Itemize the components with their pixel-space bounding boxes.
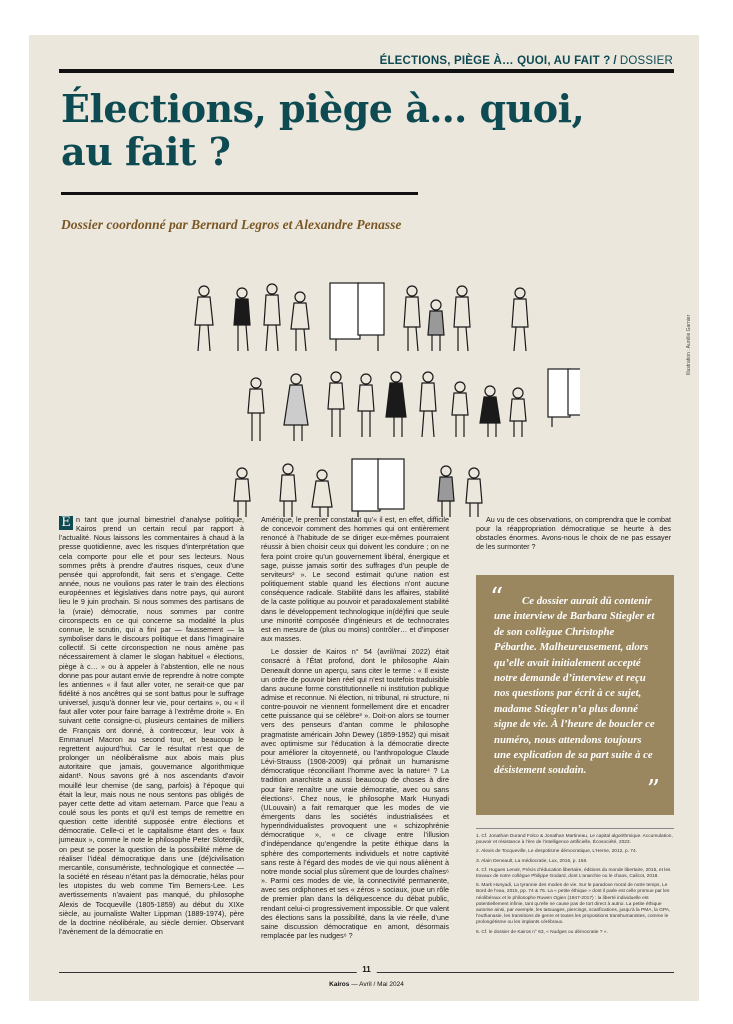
footnote: 4. Cf. Hugues Lenoir, Précis d’éducation libertaire, éditions du monde libertaire, 2015, et les travaux de notre collègue Philippe Godard, dont L’anarchie ou le chaos, Calicot, 2018. — [476, 867, 671, 880]
voting-booth-3 — [548, 369, 580, 427]
article-column-3 — [476, 515, 671, 556]
open-quote-mark: “ — [490, 583, 504, 613]
figure-row2 — [248, 372, 526, 441]
footnotes — [476, 828, 674, 939]
article-column-1 — [59, 515, 244, 940]
paragraph-text: n tant que journal bimestriel d’analyse politique, Kairos prend un certain recul par rapport à l’actualité. Nous laissons les commentaires à chaud à la presse quotidienne, avec les risques d’interprétation que cela comporte pour elle et pour ses lecteurs. Nous sommes prêts à prendre d’autres risques, ceux d’une pensée qui approfondit, fait sens et s’engage. Cette année, nous ne voulions pas rater le train des élections européennes et législatives dans notre pays, qui auront lieu le 9 juin prochain. Si nous sommes des partisans de la (vraie) démocratie, nous sommes par contre circonspects en ce qui concerne sa modalité la plus connue, le scrutin, qui a fini par — faussement — la symboliser dans le discours politique et dans l’imaginaire collectif. Si cette circonspection ne nous amène pas nécessairement à clamer le slogan habituel « élections, piège à c… » ou à appeler à l’abstention, elle ne nous donne pas pour autant envie de reprendre à notre compte les antiennes « il faut aller voter, ne serait-ce que par fidélité à nos ancêtres qui se sont battus pour le suffrage universel, jusqu’à donner leur vie, pour certains », ou « il faut aller voter pour faire barrage à l’extrême droite ». En suivant cette consigne-ci, plusieurs centaines de milliers de Français ont donné, à contrecœur, leur voix à Emmanuel Macron au second tour, et beaucoup le regrettent aujourd’hui. Car le résultat n’est que de prolonger un néolibéralisme aux abois mais plus autoritaire que jamais, gouvernance algorithmique aidant¹. Nous savons gré à nos ascendants d’avoir mouillé leur chemise (de sang, parfois) à l’époque qui était la leur, mais nous ne nous sentons pas obligés de payer cette dette ad vitam aeternam. Parce que l’eau a coulé sous les ponts et qu’il est temps de remettre en question cette identité supposée entre élections et démocratie. Celle-ci et le capitalisme étant des « faux jumeaux », comme le note le philosophe Peter Sloterdijk, on peut se poser la question de la possibilité même de réaliser l’idéal démocratique dans une (dé)civilisation mercantile, consumériste, technologique et connectée — la société en réseau n’étant pas la démocratie, hélas pour les utopistes du web comme Tim Berners-Lee. Les avertissements n’avaient pas manqué, du philosophe Alexis de Tocqueville (1805-1859) au début du XIXe siècle, au journaliste Walter Lippman (1889-1974), père de la doctrine néolibérale, au siècle dernier. Observant l’avènement de la démocratie en — [59, 515, 244, 937]
byline: Dossier coordonné par Bernard Legros et Alexandre Penasse — [61, 217, 402, 232]
footnote: 5. Mark Hunyadi, La tyrannie des modes de vie. Sur le paradoxe moral de notre temps, Le Bord de l’eau, 2015, pp. 74 & 75. La « petite éthique » dont il parle est celle promue par les néolibéraux et le philosophe Ruwen Ogien (1947-2017) : la liberté individuelle est potentiellement infinie, tant qu’elle ne cause pas de tort direct à autrui. La petite éthique autorise ainsi, par exemple, les tatouages, piercings, scarifications, jusqu’à la PMA, la GPA, l’euthanasie, les transitions de genre et toutes les propositions transhumanistes, comme le prolongétisme ou les implants cérébraux. — [476, 883, 671, 926]
page-number: 11 — [356, 965, 376, 974]
page-footer — [59, 965, 674, 993]
illustration-credit — [686, 315, 694, 375]
voting-booth-1 — [330, 283, 384, 351]
footnote: 1. Cf. Jonathan Durand Folco & Jonathan Martineau, Le capital algorithmique. Accumulation, pouvoir et résistance à l’ère de l’intelligence artificielle, Écosociété, 2023. — [476, 834, 673, 846]
title-line-1: Élections, piège à… quoi, — [61, 86, 585, 131]
magazine-page — [29, 35, 699, 1001]
kicker-category: DOSSIER — [619, 55, 673, 67]
title-line-2: au fait ? — [61, 129, 231, 174]
kicker-section: ÉLECTIONS, PIÈGE À… QUOI, AU FAIT ? — [379, 55, 611, 67]
kicker-separator: / — [613, 55, 617, 67]
voters-illustration — [160, 247, 580, 517]
footnote: 2. Alexis de Tocqueville, Le despotisme démocratique, L’Herne, 2012, p. 74. — [476, 849, 637, 855]
section-kicker — [380, 55, 673, 67]
footnote: 6. Cf. le dossier de Kairos n° 63, « Nudges ou démocratie ? ». — [476, 929, 608, 935]
issue-date: — Avril / Mai 2024 — [351, 981, 404, 988]
paragraph: Le dossier de Kairos n° 54 (avril/mai 2022) était consacré à l’État profond, dont le philosophe Alain Deneault donne un aperçu, sans citer le terme : « Il existe un ordre de pouvoir bien réel qui n’est toutefois traduisible dans aucune forme constitutionnelle ni institution publique admise et reconnue. Ni élection, ni tribunal, ni structure, ni contre-pouvoir ne viennent formellement dire et encadrer cette puissance qui se célèbre³ ». Doit-on alors se tourner vers des penseurs d’antan comme le philosophe pragmatiste américain John Dewey (1859-1952) qui misait avec optimisme sur l’éducation à la démocratie directe pour améliorer la citoyenneté, ou l’anthropologue Claude Lévi-Strauss (1908-2009) qui prônait un humanisme démocratique réconciliant l’homme avec la nature⁴ ? La tradition anarchiste a aussi beaucoup de choses à dire pour faire renaître une vraie démocratie, avec ou sans élections⁵. Chez nous, le philosophe Mark Hunyadi (ULouvain) a fait remarquer que les modes de vie émergents dans les sociétés industrialisées et hyperindividualistes provoquent une « schizophrénie démocratique », « ce clivage entre l’illusion d’indépendance qu’engendre la petite éthique dans la sphère des comportements individuels et notre captivité sans reste à l’égard des modes de vie qui nous aliènent à notre monde social plus sûrement que de lourdes chaînes⁶ ». Parmi ces modes de vie, la connectivité permanente, avec ses ordiphones et ses « zéros » sociaux, joue un rôle de premier plan dans la déliquescence du débat public, rendant celui-ci progressivement impossible. Or que valent des élections sans la possibilité, dans la vie réelle, d’une saine discussion démocratique en amont, désormais remplacée par les nudges⁶ ? — [261, 647, 449, 941]
voting-booth-2 — [352, 459, 404, 517]
paragraph: Au vu de ces observations, on comprendra que le combat pour la réappropriation démocratique se heurte à des obstacles énormes. Avons-nous le choix de ne pas essayer de les surmonter ? — [476, 515, 671, 552]
illustration-credit-text: Illustration : Aurélie Garnier — [686, 314, 692, 375]
top-rule — [59, 69, 674, 73]
paragraph: Amérique, le premier constatait qu’« il est, en effet, difficile de concevoir comment des hommes qui ont entièrement renoncé à l’habitude de se diriger eux-mêmes pourraient réussir à bien choisir ceux qui doivent les conduire ; on ne fera point croire qu’un gouvernement libéral, énergique et sage, puisse jamais sortir des suffrages d’un peuple de serviteurs² ». Le second estimait qu’une nation est politiquement stable quand les élections n’ont aucune conséquence radicale. Stabilité dans les affaires, stabilité de la caste politique au pouvoir et paradoxalement stabilité dans le développement technologique in(dé)fini que seule une minorité composée d’ingénieurs et de technocrates est en mesure de (plus ou moins) contrôler… et d’imposer aux masses. — [261, 515, 449, 644]
paragraph — [59, 515, 244, 936]
article-column-2 — [261, 515, 449, 944]
footnote: 3. Alain Deneault, La médiocratie, Lux, 2016, p. 158. — [476, 858, 588, 864]
title-rule — [61, 192, 418, 195]
page-title — [61, 87, 671, 173]
issue-info — [59, 981, 674, 988]
pull-quote — [476, 575, 674, 815]
pull-quote-text: Ce dossier aurait dû contenir une interview de Barbara Stiegler et de son collègue Christophe Pébarthe. Malheureusement, alors qu’elle avait initialement accepté notre demande d’interview et reçu nos questions par écrit à ce sujet, madame Stiegler n’a plus donné signe de vie. À l’heure de boucler ce numéro, nous attendons toujours une explication de sa part suite à ce désistement soudain. — [494, 595, 655, 777]
close-quote-mark: ” — [646, 775, 660, 805]
publication-name: Kairos — [329, 981, 350, 988]
drop-cap: E — [59, 516, 73, 530]
